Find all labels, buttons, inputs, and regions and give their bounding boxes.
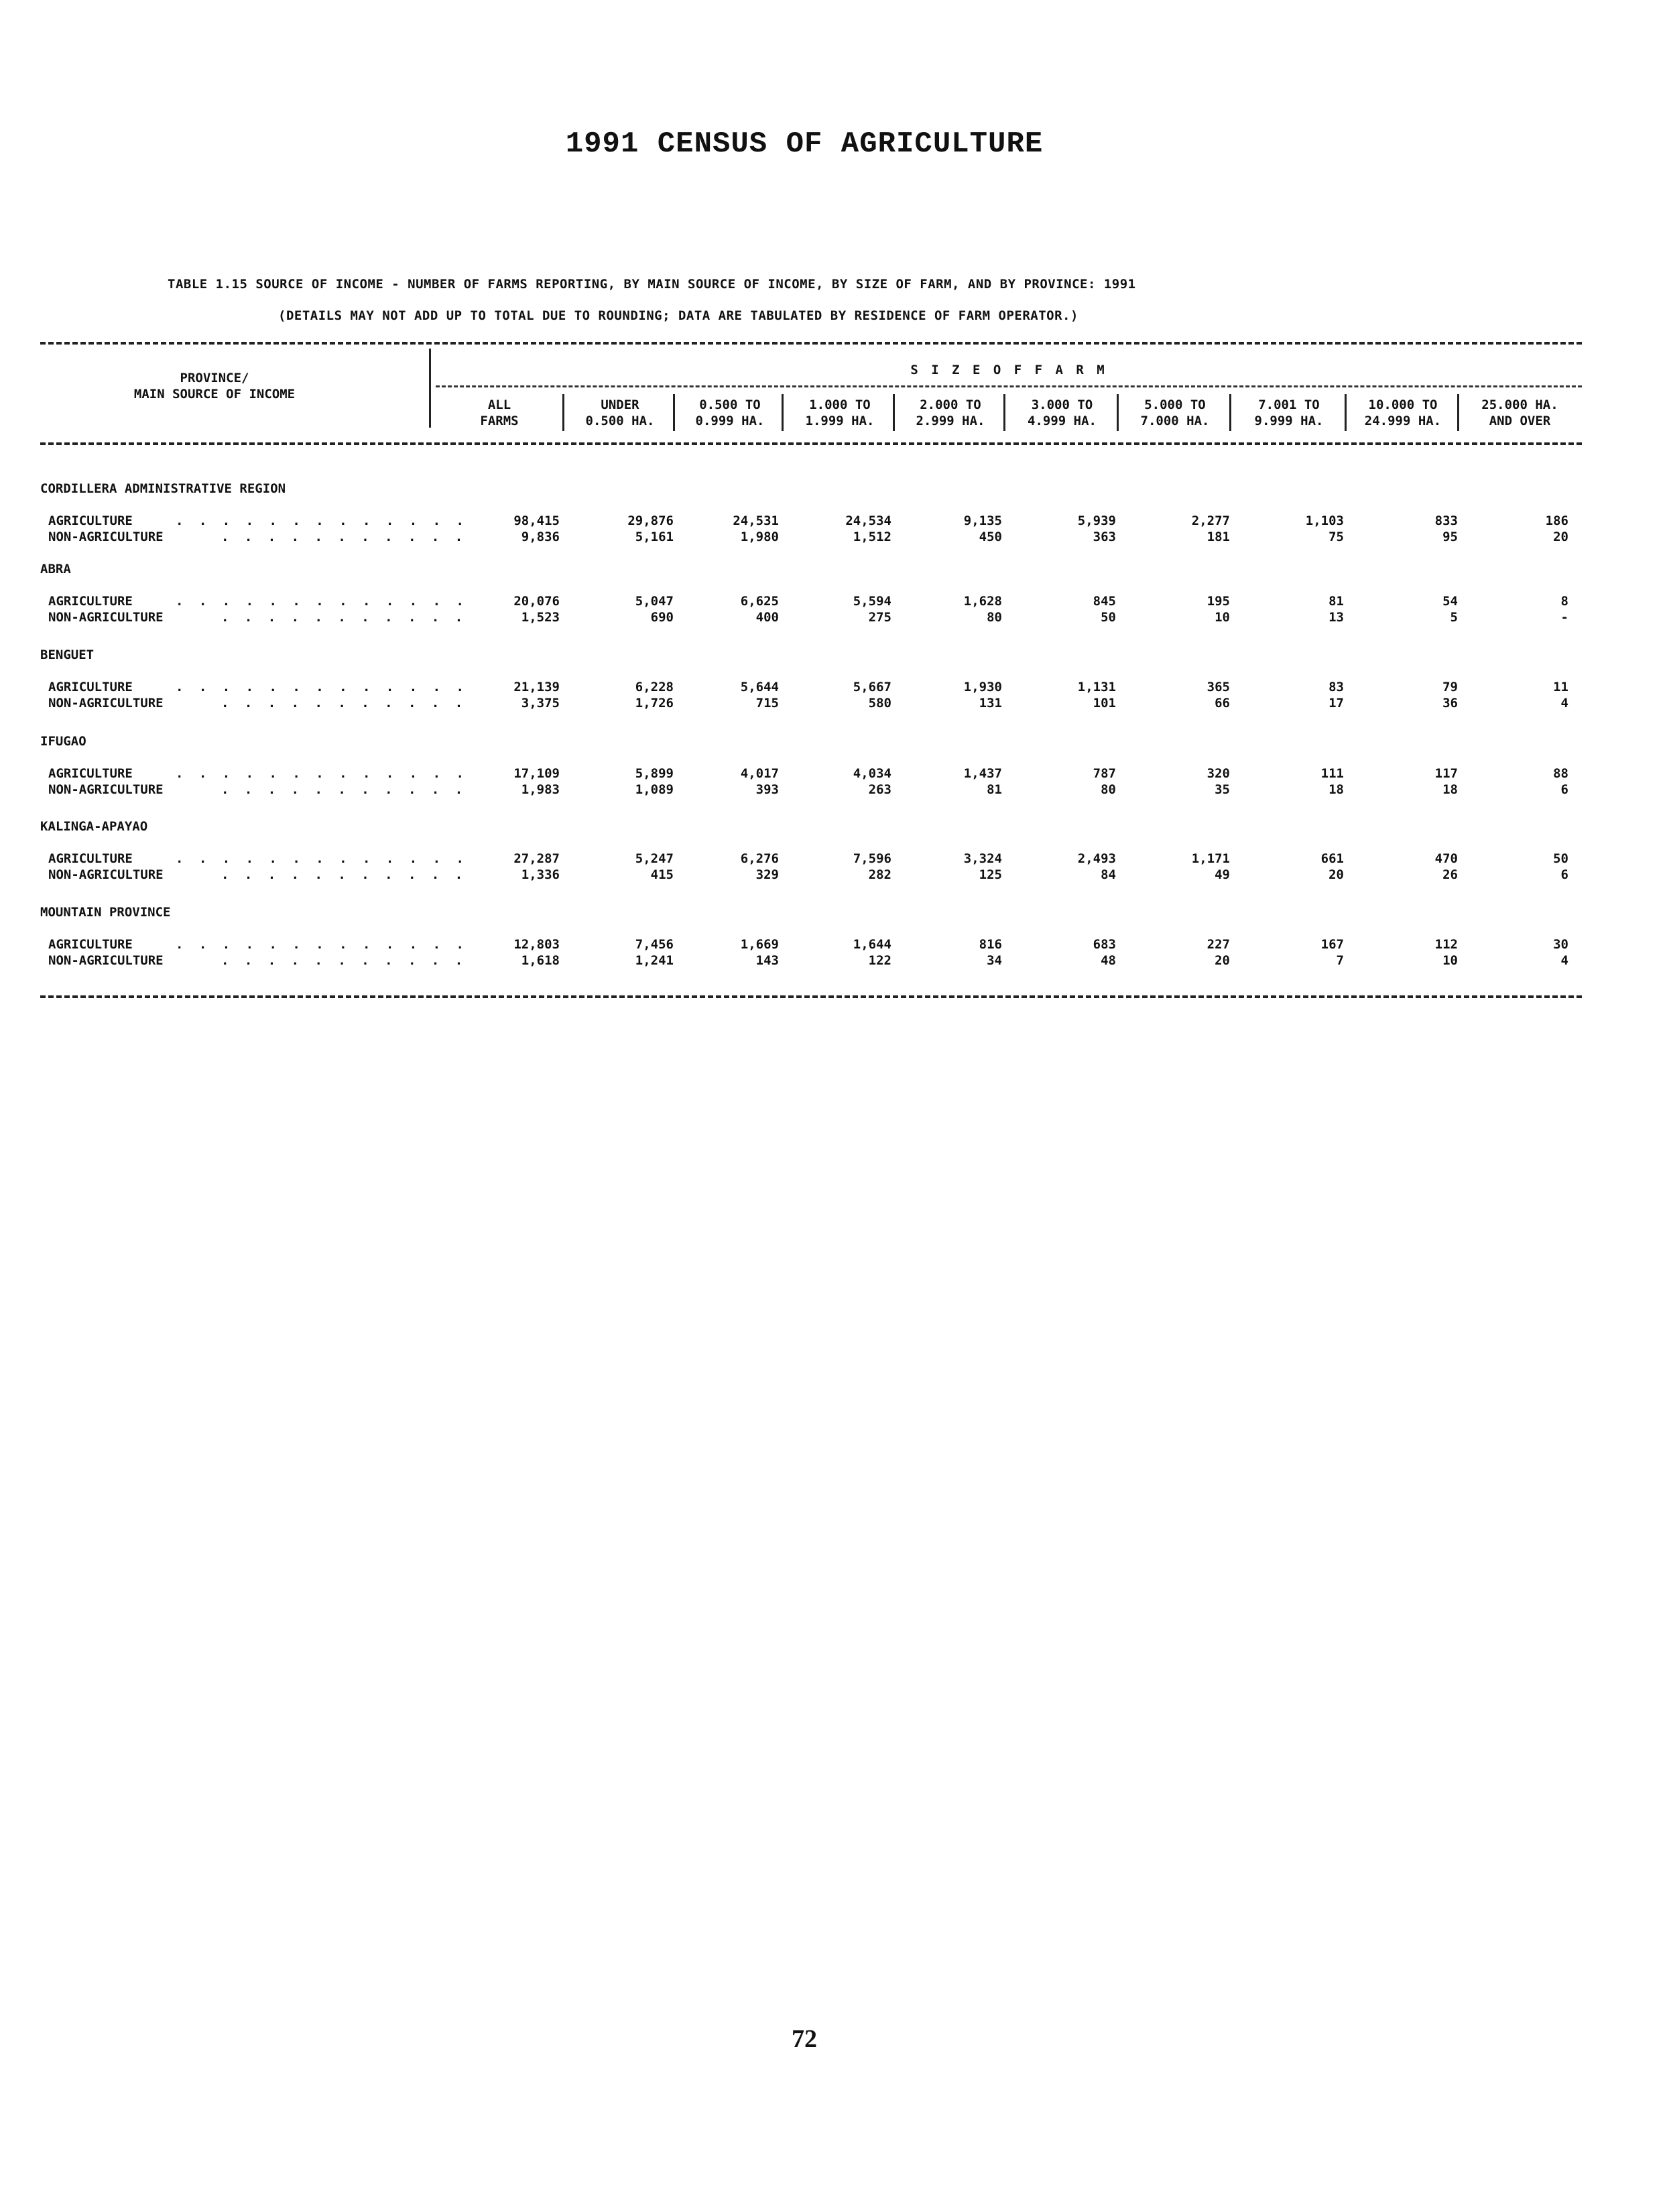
column-divider	[1229, 394, 1231, 431]
column-header-line1: UNDER	[601, 397, 639, 412]
table-cell: 18	[1328, 782, 1344, 797]
column-header	[1349, 397, 1457, 429]
table-cell: 95	[1442, 530, 1458, 544]
table-cell: 17,109	[513, 766, 560, 781]
table-cell: 111	[1320, 766, 1344, 781]
table-cell: 5,047	[635, 594, 674, 609]
table-cell: 122	[868, 953, 891, 968]
table-cell: 21,139	[513, 680, 560, 694]
column-header-line1: 5.000 TO	[1144, 397, 1206, 412]
table-cell: 181	[1207, 530, 1230, 544]
table-cell: 690	[650, 610, 674, 625]
province-label: ABRA	[40, 562, 71, 576]
size-of-farm-header: S I Z E O F F A R M	[910, 363, 1107, 377]
table-cell: 84	[1101, 867, 1116, 882]
table-cell: -	[1560, 610, 1568, 625]
table-cell: 275	[868, 610, 891, 625]
table-cell: 3,324	[963, 851, 1002, 866]
leader-dots: . . . . . . . . . . .	[221, 610, 467, 625]
income-source-label: AGRICULTURE	[48, 937, 133, 952]
leader-dots: . . . . . . . . . . .	[221, 867, 467, 882]
table-cell: 6,228	[635, 680, 674, 694]
table-cell: 131	[979, 696, 1002, 711]
income-source-label: AGRICULTURE	[48, 594, 133, 609]
table-cell: 2,277	[1191, 513, 1230, 528]
table-cell: 1,241	[635, 953, 674, 968]
province-label: IFUGAO	[40, 734, 86, 749]
table-cell: 83	[1328, 680, 1344, 694]
table-cell: 3,375	[521, 696, 560, 711]
table-cell: 80	[1101, 782, 1116, 797]
table-cell: 117	[1434, 766, 1458, 781]
table-cell: 1,644	[853, 937, 891, 952]
column-header-line2: 4.999 HA.	[1028, 414, 1097, 428]
income-source-label: AGRICULTURE	[48, 680, 133, 694]
table-cell: 1,628	[963, 594, 1002, 609]
table-cell: 101	[1093, 696, 1116, 711]
table-cell: 9,135	[963, 513, 1002, 528]
table-cell: 79	[1442, 680, 1458, 694]
income-source-label: NON-AGRICULTURE	[48, 696, 164, 711]
table-cell: 13	[1328, 610, 1344, 625]
table-cell: 1,437	[963, 766, 1002, 781]
province-label: CORDILLERA ADMINISTRATIVE REGION	[40, 481, 286, 496]
table-cell: 1,103	[1305, 513, 1344, 528]
column-divider	[893, 394, 895, 431]
table-cell: 48	[1101, 953, 1116, 968]
table-cell: 27,287	[513, 851, 560, 866]
table-cell: 75	[1328, 530, 1344, 544]
column-header	[786, 397, 894, 429]
table-cell: 20,076	[513, 594, 560, 609]
column-header-line1: 7.001 TO	[1258, 397, 1320, 412]
column-divider	[1117, 394, 1119, 431]
table-cell: 7,596	[853, 851, 891, 866]
table-cell: 1,980	[740, 530, 779, 544]
income-source-label: AGRICULTURE	[48, 513, 133, 528]
column-header-line2: 2.999 HA.	[916, 414, 985, 428]
column-header	[1007, 397, 1117, 429]
leader-dots: . . . . . . . . . . . . .	[176, 766, 468, 781]
column-divider	[1345, 394, 1347, 431]
table-cell: 6,276	[740, 851, 779, 866]
table-cell: 49	[1215, 867, 1230, 882]
table-cell: 12,803	[513, 937, 560, 952]
table-cell: 329	[755, 867, 779, 882]
table-cell: 1,930	[963, 680, 1002, 694]
leader-dots: . . . . . . . . . . . . .	[176, 937, 468, 952]
table-cell: 1,131	[1077, 680, 1116, 694]
table-cell: 1,618	[521, 953, 560, 968]
leader-dots: . . . . . . . . . . . . .	[176, 594, 468, 609]
table-top-rule	[40, 342, 1582, 345]
table-cell: 20	[1328, 867, 1344, 882]
table-cell: 1,512	[853, 530, 891, 544]
table-cell: 787	[1093, 766, 1116, 781]
size-header-rule	[436, 385, 1582, 387]
table-cell: 5,667	[853, 680, 891, 694]
table-cell: 88	[1553, 766, 1568, 781]
table-cell: 683	[1093, 937, 1116, 952]
table-cell: 1,171	[1191, 851, 1230, 866]
table-cell: 20	[1553, 530, 1568, 544]
table-cell: 5,247	[635, 851, 674, 866]
table-cell: 4,017	[740, 766, 779, 781]
table-cell: 10	[1215, 610, 1230, 625]
table-cell: 8	[1560, 594, 1568, 609]
table-cell: 195	[1207, 594, 1230, 609]
table-cell: 4	[1560, 696, 1568, 711]
table-cell: 715	[755, 696, 779, 711]
table-cell: 54	[1442, 594, 1458, 609]
table-cell: 7,456	[635, 937, 674, 952]
table-cell: 143	[755, 953, 779, 968]
table-cell: 34	[987, 953, 1002, 968]
table-cell: 5,161	[635, 530, 674, 544]
table-cell: 4,034	[853, 766, 891, 781]
table-cell: 1,523	[521, 610, 560, 625]
income-source-label: NON-AGRICULTURE	[48, 782, 164, 797]
income-source-label: NON-AGRICULTURE	[48, 867, 164, 882]
column-header-line2: FARMS	[480, 414, 519, 428]
table-cell: 80	[987, 610, 1002, 625]
province-label: KALINGA-APAYAO	[40, 819, 148, 834]
column-divider	[1003, 394, 1005, 431]
column-header-line2: AND OVER	[1489, 414, 1551, 428]
table-cell: 112	[1434, 937, 1458, 952]
page-number: 72	[792, 2025, 817, 2053]
table-cell: 24,531	[733, 513, 779, 528]
header-bottom-rule	[40, 442, 1582, 445]
table-cell: 450	[979, 530, 1002, 544]
stub-divider	[429, 349, 431, 428]
column-header	[436, 397, 563, 429]
leader-dots: . . . . . . . . . . .	[221, 953, 467, 968]
table-cell: 50	[1553, 851, 1568, 866]
table-cell: 36	[1442, 696, 1458, 711]
income-source-label: AGRICULTURE	[48, 766, 133, 781]
column-divider	[673, 394, 675, 431]
table-cell: 1,669	[740, 937, 779, 952]
table-cell: 5,644	[740, 680, 779, 694]
table-cell: 186	[1545, 513, 1568, 528]
table-cell: 11	[1553, 680, 1568, 694]
column-header-line2: 0.500 HA.	[585, 414, 655, 428]
column-header	[897, 397, 1004, 429]
table-cell: 50	[1101, 610, 1116, 625]
leader-dots: . . . . . . . . . . .	[221, 530, 467, 544]
table-cell: 9,836	[521, 530, 560, 544]
table-cell: 282	[868, 867, 891, 882]
table-cell: 35	[1215, 782, 1230, 797]
column-header-line1: 10.000 TO	[1368, 397, 1438, 412]
table-cell: 1,983	[521, 782, 560, 797]
leader-dots: . . . . . . . . . . .	[221, 696, 467, 711]
table-cell: 415	[650, 867, 674, 882]
table-cell: 26	[1442, 867, 1458, 882]
column-header-line2: 1.999 HA.	[805, 414, 875, 428]
leader-dots: . . . . . . . . . . .	[221, 782, 467, 797]
column-header-line2: 9.999 HA.	[1254, 414, 1324, 428]
table-cell: 6	[1560, 782, 1568, 797]
table-cell: 30	[1553, 937, 1568, 952]
page-title: 1991 CENSUS OF AGRICULTURE	[565, 127, 1044, 161]
column-header	[1121, 397, 1229, 429]
table-cell: 661	[1320, 851, 1344, 866]
column-header-line2: 7.000 HA.	[1140, 414, 1210, 428]
table-cell: 5,594	[853, 594, 891, 609]
column-divider	[1457, 394, 1459, 431]
table-cell: 167	[1320, 937, 1344, 952]
column-header	[1461, 397, 1579, 429]
table-cell: 580	[868, 696, 891, 711]
column-header-line2: 24.999 HA.	[1364, 414, 1442, 428]
table-cell: 10	[1442, 953, 1458, 968]
table-cell: 470	[1434, 851, 1458, 866]
table-note: (DETAILS MAY NOT ADD UP TO TOTAL DUE TO ROUNDING; DATA ARE TABULATED BY RESIDENCE OF FARM OPERATOR.)	[278, 308, 1078, 323]
column-header	[1233, 397, 1345, 429]
table-cell: 365	[1207, 680, 1230, 694]
column-header-line1: 1.000 TO	[809, 397, 871, 412]
income-source-label: NON-AGRICULTURE	[48, 530, 164, 544]
table-cell: 4	[1560, 953, 1568, 968]
table-cell: 125	[979, 867, 1002, 882]
table-cell: 5,899	[635, 766, 674, 781]
table-cell: 66	[1215, 696, 1230, 711]
leader-dots: . . . . . . . . . . . . .	[176, 680, 468, 694]
table-cell: 263	[868, 782, 891, 797]
table-cell: 20	[1215, 953, 1230, 968]
table-cell: 227	[1207, 937, 1230, 952]
table-caption: TABLE 1.15 SOURCE OF INCOME - NUMBER OF FARMS REPORTING, BY MAIN SOURCE OF INCOME, BY SIZE OF FARM, AND BY PROVINCE: 1991	[168, 277, 1136, 292]
table-cell: 5	[1450, 610, 1458, 625]
table-cell: 6,625	[740, 594, 779, 609]
column-header-line1: 25.000 HA.	[1481, 397, 1558, 412]
table-cell: 833	[1434, 513, 1458, 528]
table-cell: 1,726	[635, 696, 674, 711]
table-cell: 400	[755, 610, 779, 625]
column-divider	[782, 394, 784, 431]
table-cell: 5,939	[1077, 513, 1116, 528]
table-cell: 2,493	[1077, 851, 1116, 866]
province-label: BENGUET	[40, 648, 95, 662]
table-cell: 393	[755, 782, 779, 797]
stub-header	[67, 370, 362, 402]
column-divider	[562, 394, 564, 431]
column-header-line1: 2.000 TO	[920, 397, 981, 412]
column-header-line1: ALL	[487, 397, 511, 412]
stub-header-line1: PROVINCE/	[180, 371, 249, 385]
table-cell: 17	[1328, 696, 1344, 711]
column-header-line1: 3.000 TO	[1031, 397, 1093, 412]
income-source-label: NON-AGRICULTURE	[48, 953, 164, 968]
table-cell: 24,534	[845, 513, 891, 528]
stub-header-line2: MAIN SOURCE OF INCOME	[133, 387, 296, 402]
table-cell: 6	[1560, 867, 1568, 882]
table-cell: 18	[1442, 782, 1458, 797]
column-header	[677, 397, 783, 429]
leader-dots: . . . . . . . . . . . . .	[176, 513, 468, 528]
table-cell: 81	[987, 782, 1002, 797]
table-cell: 1,336	[521, 867, 560, 882]
province-label: MOUNTAIN PROVINCE	[40, 905, 171, 920]
table-cell: 845	[1093, 594, 1116, 609]
table-cell: 29,876	[627, 513, 674, 528]
table-cell: 1,089	[635, 782, 674, 797]
table-cell: 320	[1207, 766, 1230, 781]
column-header-line2: 0.999 HA.	[695, 414, 765, 428]
leader-dots: . . . . . . . . . . . . .	[176, 851, 468, 866]
income-source-label: AGRICULTURE	[48, 851, 133, 866]
table-cell: 816	[979, 937, 1002, 952]
column-header	[566, 397, 674, 429]
column-header-line1: 0.500 TO	[699, 397, 761, 412]
table-cell: 98,415	[513, 513, 560, 528]
table-bottom-rule	[40, 995, 1582, 998]
income-source-label: NON-AGRICULTURE	[48, 610, 164, 625]
table-cell: 7	[1336, 953, 1344, 968]
table-cell: 81	[1328, 594, 1344, 609]
table-cell: 363	[1093, 530, 1116, 544]
